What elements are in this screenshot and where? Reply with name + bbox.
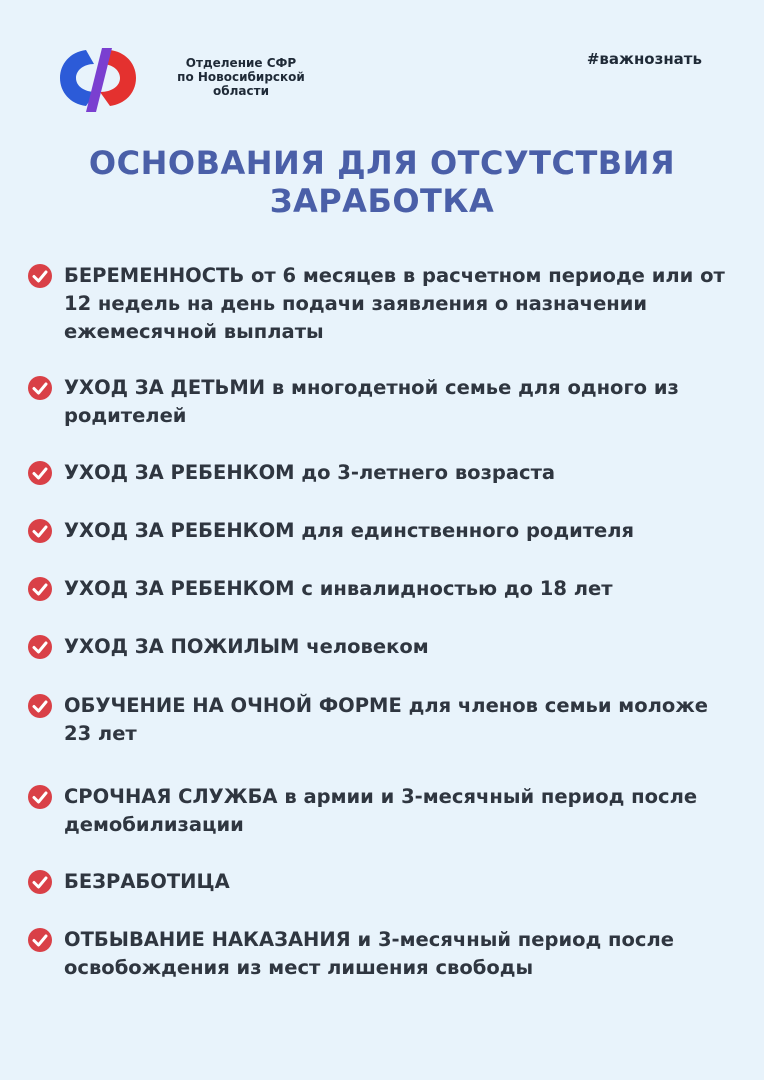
page-title: ОСНОВАНИЯ ДЛЯ ОТСУТСТВИЯ ЗАРАБОТКА: [88, 144, 676, 220]
check-icon: [28, 376, 52, 400]
check-icon: [28, 694, 52, 718]
check-icon: [28, 785, 52, 809]
check-icon: [28, 264, 52, 288]
hashtag: #важнознать: [586, 50, 702, 68]
sfr-logo: [56, 46, 140, 114]
check-icon: [28, 635, 52, 659]
check-icon: [28, 870, 52, 894]
check-icon: [28, 461, 52, 485]
check-icon: [28, 577, 52, 601]
check-icon: [28, 928, 52, 952]
organization-name: Отделение СФР по Новосибирской области: [177, 56, 305, 98]
check-icon: [28, 519, 52, 543]
